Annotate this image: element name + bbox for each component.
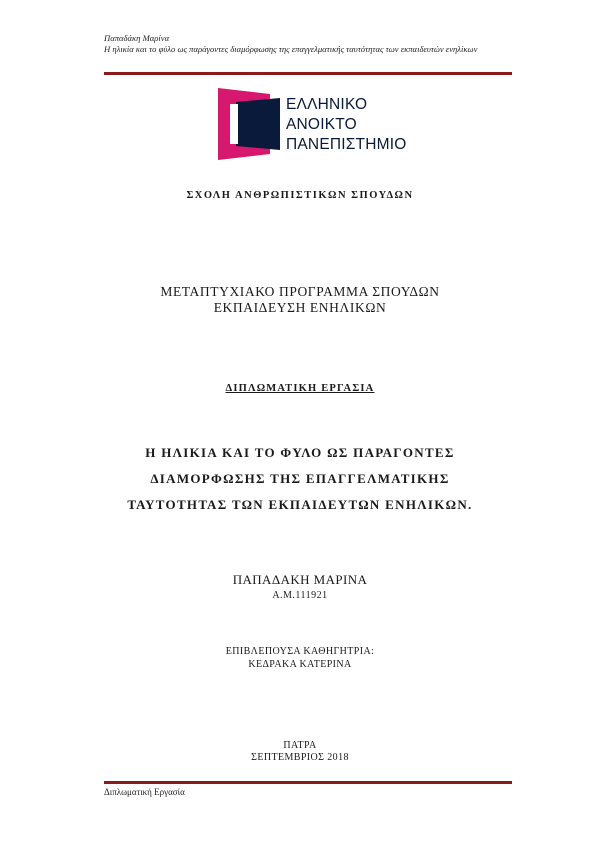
logo-line-1: ΕΛΛΗΝΙΚΟ <box>286 96 368 113</box>
program <box>0 284 600 316</box>
logo-white-shape <box>230 104 238 144</box>
document-type: ΔΙΠΛΩΜΑΤΙΚΗ ΕΡΓΑΣΙΑ <box>225 383 375 394</box>
footer-rule <box>104 781 512 784</box>
supervisor-label: ΕΠΙΒΛΕΠΟΥΣΑ ΚΑΘΗΓΗΤΡΙΑ: <box>225 646 375 657</box>
supervisor-block <box>0 645 600 671</box>
supervisor-name: ΚΕΔΡΑΚΑ ΚΑΤΕΡΙΝΑ <box>248 659 352 670</box>
header-rule <box>104 72 512 75</box>
logo-line-2: ΑΝΟΙΚΤΟ <box>286 116 357 133</box>
logo-navy-shape <box>236 98 280 150</box>
header-subtitle: Η ηλικία και το φύλο ως παράγοντες διαμόρφωσης της επαγγελματικής ταυτότητας των εκπαιδευτών ενηλίκων <box>104 44 478 54</box>
date: ΣΕΠΤΕΜΒΡΙΟΣ 2018 <box>251 752 349 763</box>
school-name: ΣΧΟΛΗ ΑΝΘΡΩΠΙΣΤΙΚΩΝ ΣΠΟΥΔΩΝ <box>186 190 414 201</box>
program-line-1: ΜΕΤΑΠΤΥΧΙΑΚΟ ΠΡΟΓΡΑΜΜΑ ΣΠΟΥΔΩΝ <box>160 284 440 299</box>
program-line-2: ΕΚΠΑΙΔΕΥΣΗ ΕΝΗΛΙΚΩΝ <box>213 300 387 315</box>
logo-text <box>286 95 406 155</box>
author-name: ΠΑΠΑΔΑΚΗ ΜΑΡΙΝΑ <box>232 572 368 587</box>
logo-line-3: ΠΑΝΕΠΙΣΤΗΜΙΟ <box>286 136 407 153</box>
running-header <box>104 33 524 55</box>
title-line-2: ΔΙΑΜΟΡΦΩΣΗΣ ΤΗΣ ΕΠΑΓΓΕΛΜΑΤΙΚΗΣ <box>150 471 450 486</box>
thesis-title <box>0 440 600 518</box>
city: ΠΑΤΡΑ <box>283 740 317 751</box>
place-date <box>0 740 600 764</box>
title-line-1: Η ΗΛΙΚΙΑ ΚΑΙ ΤΟ ΦΥΛΟ ΩΣ ΠΑΡΑΓΟΝΤΕΣ <box>145 445 455 460</box>
header-author: Παπαδάκη Μαρίνα <box>104 33 170 43</box>
title-line-3: ΤΑΥΤΟΤΗΤΑΣ ΤΩΝ ΕΚΠΑΙΔΕΥΤΩΝ ΕΝΗΛΙΚΩΝ. <box>127 497 473 512</box>
student-id: Α.Μ.111921 <box>272 590 328 601</box>
running-footer: Διπλωματική Εργασία <box>104 787 185 797</box>
